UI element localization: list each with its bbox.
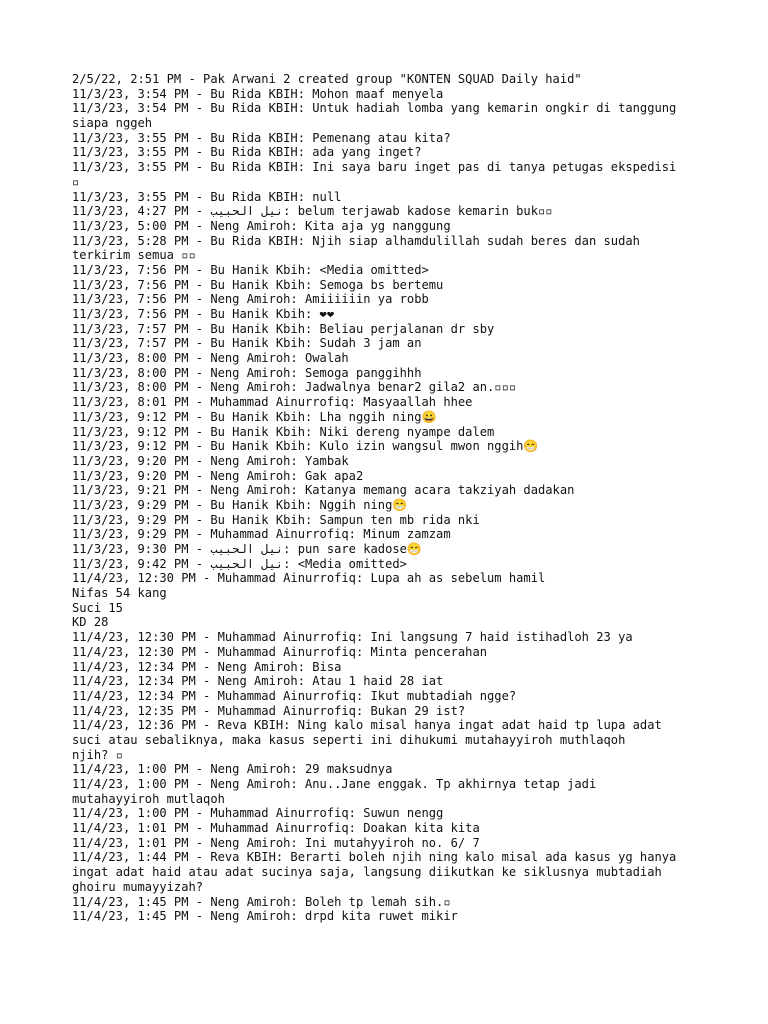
chat-line: 11/4/23, 1:00 PM - Neng Amiroh: 29 maksudnya bbox=[72, 762, 393, 777]
chat-line: 11/4/23, 1:45 PM - Neng Amiroh: drpd kita ruwet mikir bbox=[72, 909, 458, 924]
chat-line: 11/3/23, 5:00 PM - Neng Amiroh: Kita aja yg nanggung bbox=[72, 218, 451, 233]
chat-line: 11/4/23, 12:30 PM - Muhammad Ainurrofiq: Ini langsung 7 haid istihadloh 23 ya bbox=[72, 630, 633, 645]
chat-line: Nifas 54 kang bbox=[72, 586, 167, 601]
chat-line: 11/3/23, 9:29 PM - Muhammad Ainurrofiq: Minum zamzam bbox=[72, 527, 451, 542]
chat-line: 11/4/23, 12:36 PM - Reva KBIH: Ning kalo misal hanya ingat adat haid tp lupa adat bbox=[72, 718, 662, 733]
chat-line: 11/3/23, 8:00 PM - Neng Amiroh: Jadwalnya benar2 gila2 an.▫▫▫ bbox=[72, 380, 517, 395]
chat-line: 11/3/23, 9:29 PM - Bu Hanik Kbih: Sampun ten mb rida nki bbox=[72, 512, 480, 527]
chat-line: 11/3/23, 9:30 PM - نيل الحبيب: pun sare kadose😁 bbox=[72, 542, 422, 556]
chat-line: 11/4/23, 12:34 PM - Muhammad Ainurrofiq: Ikut mubtadiah ngge? bbox=[72, 688, 517, 703]
chat-line: 11/4/23, 12:30 PM - Muhammad Ainurrofiq: Lupa ah as sebelum hamil bbox=[72, 571, 546, 586]
chat-line: 11/3/23, 4:27 PM - نيل الحبيب: belum terjawab kadose kemarin buk▫▫ bbox=[72, 204, 553, 219]
chat-line: 2/5/22, 2:51 PM - Pak Arwani 2 created group "KONTEN SQUAD Daily haid" bbox=[72, 72, 582, 86]
chat-line: ▫ bbox=[72, 174, 80, 189]
chat-line: 11/3/23, 5:28 PM - Bu Rida KBIH: Njih siap alhamdulillah sudah beres dan sudah bbox=[72, 233, 640, 248]
chat-line: 11/3/23, 3:55 PM - Bu Rida KBIH: Ini saya baru inget pas di tanya petugas ekspedisi bbox=[72, 160, 677, 175]
chat-line: Suci 15 bbox=[72, 600, 123, 615]
chat-line: 11/4/23, 1:00 PM - Muhammad Ainurrofiq: Suwun nengg bbox=[72, 806, 444, 821]
chat-line: 11/4/23, 1:00 PM - Neng Amiroh: Anu..Jane enggak. Tp akhirnya tetap jadi bbox=[72, 777, 597, 791]
chat-transcript bbox=[72, 72, 712, 924]
chat-line: 11/3/23, 9:12 PM - Bu Hanik Kbih: Lha nggih ning😀 bbox=[72, 409, 437, 424]
chat-line: 11/3/23, 8:00 PM - Neng Amiroh: Semoga panggihhh bbox=[72, 365, 422, 380]
chat-line: 11/3/23, 3:54 PM - Bu Rida KBIH: Untuk hadiah lomba yang kemarin ongkir di tanggung bbox=[72, 101, 677, 116]
chat-line: njih? ▫ bbox=[72, 747, 123, 762]
chat-line: mutahayyiroh mutlaqoh bbox=[72, 791, 225, 806]
chat-line: ingat adat haid atau adat sucinya saja, langsung diikutkan ke siklusnya mubtadiah bbox=[72, 865, 662, 880]
chat-line: 11/3/23, 9:29 PM - Bu Hanik Kbih: Nggih ning😁 bbox=[72, 497, 408, 512]
chat-line: 11/3/23, 9:12 PM - Bu Hanik Kbih: Kulo izin wangsul mwon nggih😁 bbox=[72, 439, 539, 454]
chat-line: 11/4/23, 12:35 PM - Muhammad Ainurrofiq: Bukan 29 ist? bbox=[72, 703, 466, 718]
chat-line: 11/4/23, 12:30 PM - Muhammad Ainurrofiq: Minta pencerahan bbox=[72, 644, 488, 659]
chat-line: KD 28 bbox=[72, 615, 109, 630]
chat-line: 11/3/23, 7:57 PM - Bu Hanik Kbih: Sudah 3 jam an bbox=[72, 336, 422, 351]
chat-line: ghoiru mumayyizah? bbox=[72, 879, 204, 894]
chat-line: 11/4/23, 12:34 PM - Neng Amiroh: Bisa bbox=[72, 659, 342, 674]
chat-line: 11/4/23, 1:44 PM - Reva KBIH: Berarti boleh njih ning kalo misal ada kasus yg hanya bbox=[72, 850, 677, 865]
chat-line: 11/4/23, 1:45 PM - Neng Amiroh: Boleh tp lemah sih.▫ bbox=[72, 894, 451, 909]
chat-line: 11/4/23, 1:01 PM - Muhammad Ainurrofiq: Doakan kita kita bbox=[72, 821, 480, 836]
chat-line: 11/3/23, 7:56 PM - Bu Hanik Kbih: ❤❤ bbox=[72, 307, 335, 321]
chat-line: 11/3/23, 9:42 PM - نيل الحبيب: <Media omitted> bbox=[72, 556, 407, 571]
chat-line: 11/3/23, 8:01 PM - Muhammad Ainurrofiq: Masyaallah hhee bbox=[72, 395, 473, 410]
chat-line: 11/3/23, 9:12 PM - Bu Hanik Kbih: Niki dereng nyampe dalem bbox=[72, 424, 495, 439]
chat-line: 11/3/23, 7:56 PM - Bu Hanik Kbih: <Media omitted> bbox=[72, 262, 429, 277]
chat-line: 11/3/23, 7:56 PM - Bu Hanik Kbih: Semoga bs bertemu bbox=[72, 277, 444, 292]
chat-line: siapa nggeh bbox=[72, 116, 153, 131]
chat-line: 11/3/23, 7:56 PM - Neng Amiroh: Amiiiiiin ya robb bbox=[72, 292, 429, 307]
chat-line: 11/3/23, 9:20 PM - Neng Amiroh: Gak apa2 bbox=[72, 468, 364, 483]
chat-line: 11/3/23, 7:57 PM - Bu Hanik Kbih: Beliau perjalanan dr sby bbox=[72, 321, 495, 336]
chat-line: terkirim semua ▫▫ bbox=[72, 248, 196, 263]
chat-line: 11/3/23, 3:54 PM - Bu Rida KBIH: Mohon maaf menyela bbox=[72, 86, 444, 101]
chat-line: 11/3/23, 9:21 PM - Neng Amiroh: Katanya memang acara takziyah dadakan bbox=[72, 483, 575, 498]
chat-line: 11/3/23, 9:20 PM - Neng Amiroh: Yambak bbox=[72, 453, 349, 468]
chat-line: 11/3/23, 3:55 PM - Bu Rida KBIH: ada yang inget? bbox=[72, 145, 422, 160]
chat-line: suci atau sebaliknya, maka kasus seperti ini dihukumi mutahayyiroh muthlaqoh bbox=[72, 732, 626, 747]
chat-line: 11/3/23, 8:00 PM - Neng Amiroh: Owalah bbox=[72, 351, 349, 366]
chat-line: 11/4/23, 1:01 PM - Neng Amiroh: Ini mutahyyiroh no. 6/ 7 bbox=[72, 835, 480, 850]
chat-line: 11/4/23, 12:34 PM - Neng Amiroh: Atau 1 haid 28 iat bbox=[72, 674, 444, 689]
chat-line: 11/3/23, 3:55 PM - Bu Rida KBIH: Pemenang atau kita? bbox=[72, 130, 451, 145]
chat-line: 11/3/23, 3:55 PM - Bu Rida KBIH: null bbox=[72, 189, 342, 204]
